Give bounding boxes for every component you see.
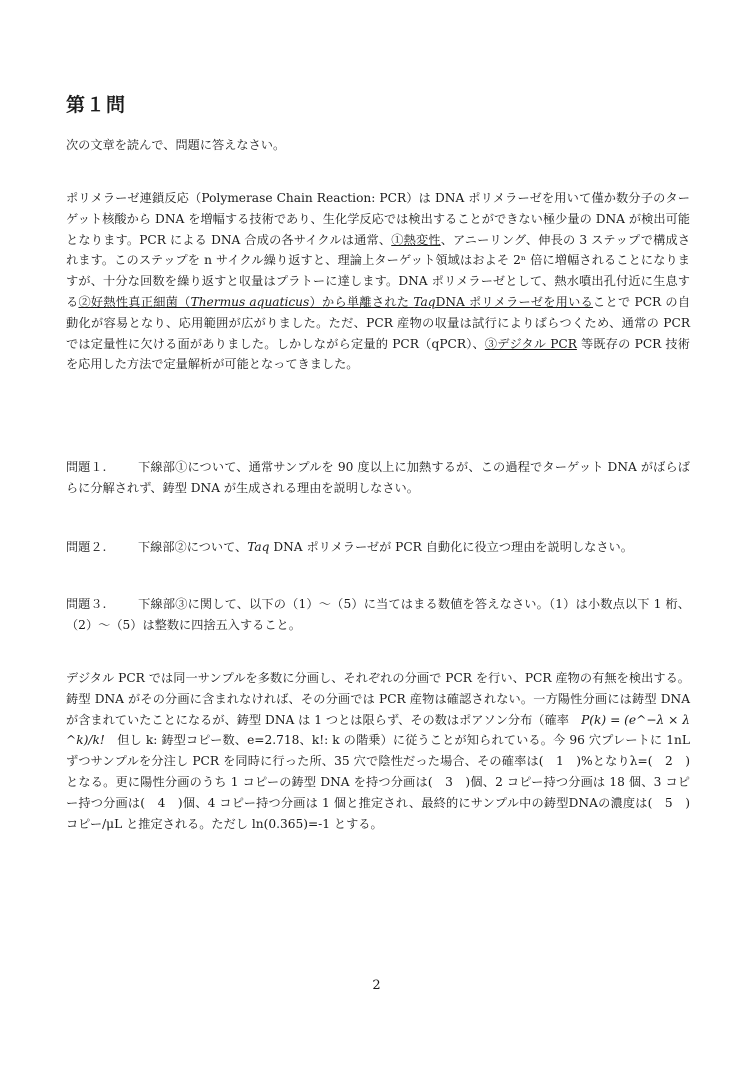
question-3 [66,594,690,636]
question-1 [66,457,690,499]
instruction-text: 次の文章を読んで、問題に答えなさい。 [66,138,286,152]
digital-text: デジタル PCR では同一サンプルを多数に分画し、それぞれの分画で PCR を行い、PCR 産物の有無を検出する。鋳型 DNA がその分画に含まれなければ、その分画では PCR 産物は確認されない。一方陽性分画には鋳型 DNA が含まれていたことになるが、鋳型 DNA は 1 つとは限らず、その数はポアソン分布（確率 [66,671,690,727]
question-text: 下線部①について、通常サンプルを 90 度以上に加熱するが、この過程でターゲット DNA がばらばらに分解されず、鋳型 DNA が生成される理由を説明しなさい。 [66,460,690,495]
question-label: 問題１. [66,460,107,474]
question-text: 下線部②について、 [138,540,248,554]
page-title: 第１問 [66,94,127,116]
poisson-formula: P(k) = (e^−λ × λ^k)/k! [66,712,690,748]
underline-3: ③デジタル PCR [484,336,577,351]
passage-text: ことで PCR の自動化が容易となり、応用範囲が広がりました。ただ、PCR 産物の収量は試行によりばらつくため、通常の PCR では定量性に欠ける面がありました。しかしながら定量的 PCR（qPCR）、 [66,294,691,351]
underline-2: ②好熱性真正細菌（Thermus aquaticus）から単離された TaqDNA ポリメラーゼを用いる [78,294,594,309]
question-text-italic: Taq [247,540,270,554]
question-2 [66,537,690,558]
question-label: 問題３. [66,597,107,611]
passage-paragraph [66,188,690,375]
passage-text: 、アニーリング、伸長の 3 ステップで構成されます。このステップを n サイクル繰り返すと、理論上ターゲット領域はおよそ 2ⁿ 倍に増幅されることになりますが、十分な回数を繰り返すと収量はプラトーに達します。DNA ポリメラーゼとして、熱水噴出孔付近に生息する [66,232,691,309]
underline-1: ①熱変性 [391,232,441,247]
page-number: 2 [372,978,381,993]
question-label: 問題２. [66,540,107,554]
question-text: 下線部③に関して、以下の（1）～（5）に当てはまる数値を答えなさい。（1）は小数点以下 1 桁、（2）～（5）は整数に四捨五入すること。 [66,597,690,632]
digital-pcr-paragraph [66,668,690,834]
digital-text: 但し k: 鋳型コピー数、e=2.718、k!: k の階乗）に従うことが知られている。今 96 穴プレートに 1nL ずつサンプルを分注し PCR を同時に行った所、35 穴で陰性だった場合、その確率は( 1 )%となりλ=( 2 )となる。更に陽性分画のうち 1 コピーの鋳型 DNA を持つ分画は( 3 )個、2 コピー持つ分画は 18 個、3 コピー持つ分画は( 4 )個、4 コピー持つ分画は 1 個と推定され、最終的にサンプル中の鋳型DNAの濃度は( 5 )コピー/μL と推定される。ただし ln(0.365)=-1 とする。 [66,733,690,831]
question-text: DNA ポリメラーゼが PCR 自動化に役立つ理由を説明しなさい。 [269,540,633,554]
passage-text: ポリメラーゼ連鎖反応（Polymerase Chain Reaction: PCR）は DNA ポリメラーゼを用いて僅か数分子のターゲット核酸から DNA を増幅する技術であり、生化学反応では検出することができない極少量の DNA が検出可能となります。PCR による DNA 合成の各サイクルは通常、 [66,191,690,247]
passage-text: 等既存の PCR 技術を応用した方法で定量解析が可能となってきました。 [66,336,690,372]
